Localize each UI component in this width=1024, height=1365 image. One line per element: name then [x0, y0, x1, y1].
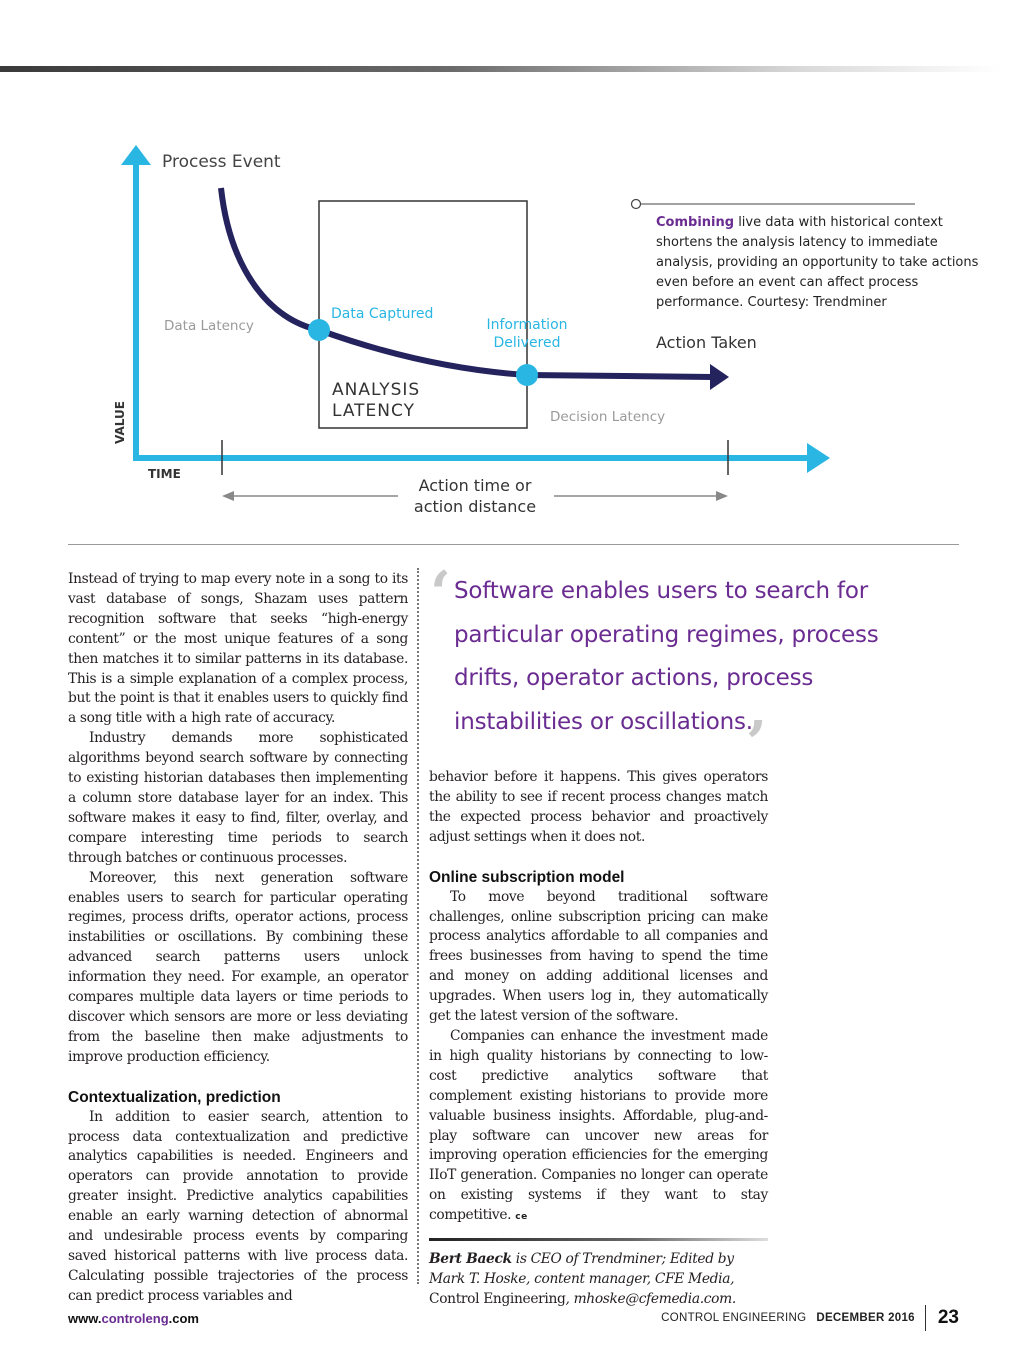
left-column: [68, 570, 408, 1307]
footer-site-suffix: .com: [168, 1311, 199, 1326]
bio-text-2: , mhoske@cfemedia.com.: [565, 1290, 736, 1307]
footer-site-accent: controleng: [101, 1311, 169, 1326]
bio-rule: [429, 1238, 768, 1241]
pull-quote: [430, 559, 910, 779]
author-name: Bert Baeck: [429, 1251, 512, 1268]
bio-text-1: is CEO of Trendminer; Edited by Mark T. Hoske, content manager, CFE Media,: [429, 1251, 735, 1287]
figure-caption: [656, 213, 981, 313]
footer-website[interactable]: [68, 1311, 199, 1326]
curve-arrowhead: [710, 364, 729, 390]
information-delivered-point: [516, 364, 538, 386]
decision-latency-label: Decision Latency: [550, 409, 666, 425]
paragraph: behavior before it happens. This gives operators the ability to see if recent process changes match the expected process behavior and proactively adjust settings when it does not.: [429, 769, 768, 845]
footer-magazine: CONTROL ENGINEERING: [661, 1312, 807, 1324]
data-captured-point: [308, 319, 330, 341]
pull-quote-text: Software enables users to search for particular operating regimes, process drifts, operator actions, process instabilities or oscillations.: [454, 578, 879, 735]
action-time-label-1: Action time or: [418, 476, 532, 495]
paragraph: Industry demands more sophisticated algorithms beyond search software by connecting to existing historian databases then implementing a column store database layer for an index. This software makes it easy to find, filter, overlay, and compare interesting time periods to search through batches or continuous processes.: [68, 730, 408, 866]
footer-divider: [925, 1305, 926, 1331]
latency-diagram: [0, 130, 1024, 530]
time-axis-label: TIME: [148, 467, 181, 481]
data-latency-label: Data Latency: [164, 318, 254, 334]
figure-caption-body: live data with historical context shortens the analysis latency to immediate analysis, providing an opportunity to take actions even before an event can affect process performance. Courtesy: Trendminer: [656, 215, 979, 310]
information-delivered-label-1: Information: [486, 317, 568, 333]
paragraph: Instead of trying to map every note in a song to its vast database of songs, Shazam uses pattern recognition software that seeks “high-energy content” or the most unique features of a song then matches it to similar patterns in its database. This is a simple explanation of a complex process, but the point is that it enables users to quickly find a song title with a high rate of accuracy.: [68, 571, 408, 727]
top-rule: [0, 66, 1000, 72]
page-number: 23: [937, 1307, 959, 1328]
open-quote-icon: ‘: [430, 559, 451, 629]
paragraph: [429, 1027, 768, 1228]
author-bio: [429, 1250, 768, 1310]
paragraph-text: Companies can enhance the investment made in high quality historians by connecting to low-cost predictive analytics software that complement existing historians to provide more valuable business insights. Affordable, plug-and-play software can uncover new areas for improving operation efficiencies for the emerging IIoT generation. Companies no longer can operate on existing systems if they want to stay competitive.: [429, 1027, 768, 1224]
action-distance-arrow-right: [716, 491, 728, 501]
analysis-latency-label-2: LATENCY: [332, 401, 415, 421]
figure-separator: [68, 544, 959, 545]
section-heading-subscription: Online subscription model: [429, 868, 625, 886]
bio-publication: Control Engineering: [429, 1290, 566, 1307]
action-distance-arrow-left: [222, 491, 234, 501]
figure-caption-lead: Combining: [656, 215, 735, 230]
paragraph: To move beyond traditional software challenges, online subscription pricing can make process analytics affordable to all companies and frees businesses from having to spend the time and money on adding additional licenses and upgrades. When users log in, they automatically get the latest version of the software.: [429, 888, 768, 1025]
latency-diagram-svg: [0, 130, 1024, 530]
value-axis-label: VALUE: [113, 401, 127, 444]
footer-issue: DECEMBER 2016: [816, 1312, 915, 1324]
paragraph: In addition to easier search, attention to process data contextualization and predictive analytics capabilities is needed. Engineers and operators can provide annotation to provide greater insight. Predictive analytics capabilities enable an early warning detection of abnormal and undesirable process events by comparing saved historical patterns with live process data. Calculating possible trajectories of the process can predict process variables and: [68, 1108, 408, 1304]
action-time-label-2: action distance: [413, 497, 537, 516]
section-heading-contextualization: Contextualization, prediction: [68, 1088, 281, 1106]
y-axis-arrowhead: [121, 145, 151, 165]
action-taken-label: Action Taken: [656, 333, 757, 352]
information-delivered-label-2: Delivered: [493, 335, 561, 351]
column-divider: [417, 568, 419, 1284]
footer-site-prefix: www.: [68, 1311, 102, 1326]
end-mark: ce: [515, 1212, 528, 1223]
paragraph: Moreover, this next generation software enables users to search for particular operating regimes, process drifts, operator actions, process instabilities or oscillations. By combining these advanced search patterns users unlock information they need. For example, an operator compares multiple data layers or time periods to discover which sensors are more or less deviating from the baseline then make adjustments to improve production efficiency.: [68, 869, 408, 1065]
latency-curve: [221, 188, 712, 377]
right-column: [429, 768, 768, 1310]
close-quote-icon: ’: [746, 709, 767, 779]
footer-folio: [661, 1304, 959, 1332]
caption-pointer-dot: [632, 200, 641, 209]
analysis-latency-label-1: ANALYSIS: [332, 380, 421, 400]
data-captured-label: Data Captured: [331, 306, 434, 322]
process-event-label: Process Event: [162, 152, 281, 172]
x-axis-arrowhead: [807, 443, 830, 473]
